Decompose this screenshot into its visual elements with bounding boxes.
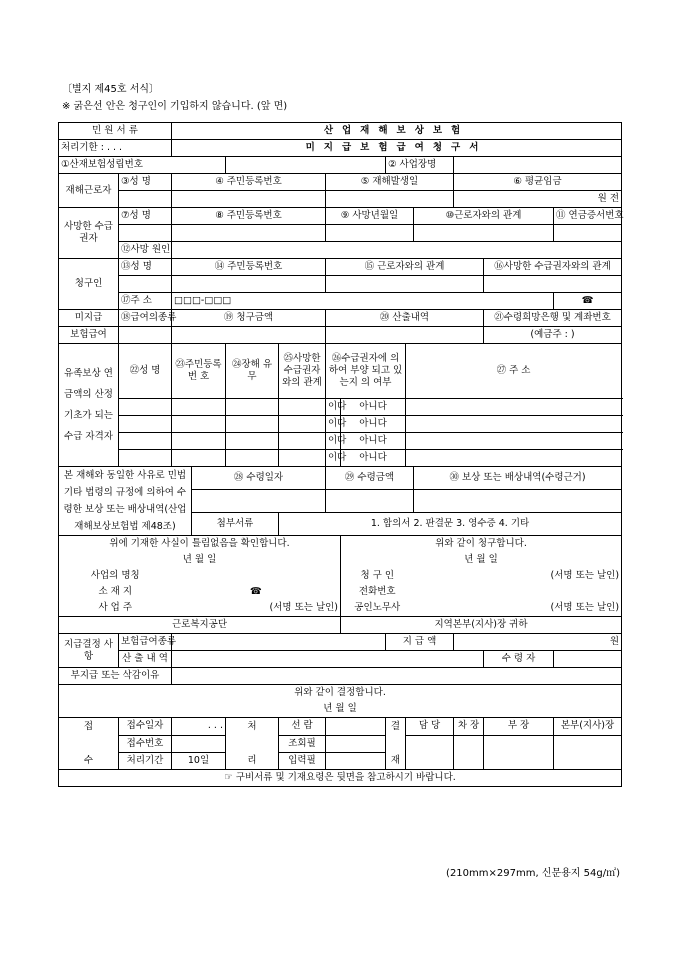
- survivor-rel-field[interactable]: [279, 433, 326, 450]
- deceased-label: 사망한 수급권자: [59, 208, 119, 259]
- receipt-no-field[interactable]: [172, 735, 226, 752]
- phone-field[interactable]: [414, 584, 622, 600]
- officer-label: 담 당: [406, 718, 454, 736]
- footer-note: ☞ 구비서류 및 기재요령은 뒷면을 참고하시기 바랍니다.: [59, 770, 622, 787]
- branch-addressee: 지역본부(지사)장 귀하: [341, 617, 622, 634]
- survivor-address-field[interactable]: [406, 450, 622, 467]
- approval-spacer: [386, 735, 406, 752]
- survivor-address-label: ㉗ 주 소: [406, 344, 622, 399]
- receipt-date-label: ㉘ 수령일자: [192, 467, 326, 490]
- survivor-name-label: ㉒성 명: [119, 344, 172, 399]
- pay-amount-label: 지 급 액: [386, 634, 454, 651]
- calc-detail-field[interactable]: [326, 327, 484, 344]
- claimant-address-field[interactable]: [172, 293, 554, 310]
- phone-icon: ☎: [554, 293, 622, 310]
- disabled-label: ㉔장해 유무: [226, 344, 279, 399]
- victim-name-field[interactable]: [119, 191, 172, 208]
- claimant-address-label: ⑰주 소: [119, 293, 172, 310]
- unpaid-label-1: 미지급: [59, 310, 119, 327]
- unpaid-label-2: 보험급여: [59, 327, 119, 344]
- receipt-jeop: 접: [59, 718, 119, 736]
- owner-sign[interactable]: (서명 또는 날인): [172, 600, 341, 617]
- survivor-name-field[interactable]: [119, 433, 172, 450]
- receipt-date-label: 접수일자: [119, 718, 172, 736]
- survivor-name-field[interactable]: [119, 450, 172, 467]
- deadline: 처리기한 : . . .: [59, 140, 172, 157]
- head-label: 부 장: [484, 718, 554, 736]
- claimant-rrn-field[interactable]: [172, 276, 326, 293]
- biz-name-field[interactable]: [172, 568, 341, 584]
- rel-worker-field[interactable]: [326, 276, 484, 293]
- survivor-rel-field[interactable]: [279, 450, 326, 467]
- claim-amount-field[interactable]: [172, 327, 326, 344]
- deceased-rrn-field[interactable]: [172, 225, 326, 242]
- receipt-date-field[interactable]: [192, 490, 326, 513]
- receipt-amount-field[interactable]: [326, 490, 414, 513]
- decision-benefit-label: 보험급여종류: [119, 634, 172, 651]
- confirm-date[interactable]: 년 월 일: [59, 552, 341, 568]
- postcode-boxes: □□□-□□□: [174, 295, 232, 306]
- victim-name-label: ③성 명: [119, 174, 172, 191]
- deceased-rrn-label: ⑧ 주민등록번호: [172, 208, 326, 225]
- approval-jae: 재: [386, 752, 406, 770]
- attorney-sign[interactable]: (서명 또는 날인): [414, 600, 622, 617]
- phone-label: 전화번호: [341, 584, 414, 600]
- checked-field[interactable]: [326, 735, 386, 752]
- injury-date-field[interactable]: [326, 191, 454, 208]
- process-ri: 리: [226, 752, 279, 770]
- claimant-sign[interactable]: (서명 또는 날인): [414, 568, 622, 584]
- attorney-label: 공인노무사: [341, 600, 414, 617]
- other-comp-label: 본 재해와 동일한 사유로 민법 기타 법령의 규정에 의하여 수령한 보상 또는 배상내역(산업재해보상보험법 제48조): [59, 467, 192, 536]
- deputy-sign[interactable]: [454, 735, 484, 770]
- survivor-address-field[interactable]: [406, 399, 622, 416]
- viewed-label: 선 람: [279, 718, 326, 736]
- survivor-rrn-field[interactable]: [172, 416, 226, 433]
- survivor-rrn-field[interactable]: [172, 433, 226, 450]
- dependent-no[interactable]: 아니다: [341, 450, 406, 467]
- survivor-rel-label: ㉕사망한 수급권자 와의 관계: [279, 344, 326, 399]
- claim-title: 위와 같이 청구합니다.: [341, 536, 622, 553]
- paper-spec: (210mm×297mm, 신문용지 54g/㎡): [446, 868, 620, 879]
- decision-label: 지급결정 사항: [59, 634, 119, 668]
- comp-detail-field[interactable]: [414, 490, 622, 513]
- victim-label: 재해근로자: [59, 174, 119, 208]
- claimant-label: 청구인: [59, 259, 119, 310]
- injury-date-label: ⑤ 재해발생일: [326, 174, 454, 191]
- deceased-name-label: ⑦성 명: [119, 208, 172, 225]
- death-date-field[interactable]: [326, 225, 414, 242]
- approval-gyeol: 결: [386, 718, 406, 736]
- deceased-relation-field[interactable]: [414, 225, 554, 242]
- receipt-amount-label: ㉙ 수령금액: [326, 467, 414, 490]
- workplace-name-label: ② 사업장명: [386, 157, 454, 174]
- confirm-title: 위에 기재한 사실이 틀림없음을 확인합니다.: [59, 536, 341, 553]
- decision-calc-label: 산 출 내 역: [119, 651, 172, 668]
- biz-name-label: 사업의 명칭: [59, 568, 172, 584]
- deceased-name-field[interactable]: [119, 225, 172, 242]
- victim-rrn-field[interactable]: [172, 191, 326, 208]
- survivor-address-field[interactable]: [406, 416, 622, 433]
- claimant-name-field[interactable]: [119, 276, 172, 293]
- benefit-type-field[interactable]: [119, 327, 172, 344]
- victim-rrn-label: ④ 주민등록번호: [172, 174, 326, 191]
- benefit-type-label: ⑱급여의종류: [119, 310, 172, 327]
- officer-sign[interactable]: [406, 735, 454, 770]
- checked-label: 조회필: [279, 735, 326, 752]
- dependent-yes[interactable]: 이다: [326, 433, 341, 450]
- death-cause-label: ⑫사망 원인: [119, 242, 172, 259]
- entered-label: 입력필: [279, 752, 326, 770]
- form-title-1: 산업재해보상보험: [172, 123, 622, 140]
- form-title-2: 미지급보험급여청구서: [172, 140, 622, 157]
- attach-docs: 1. 합의서 2. 판결문 3. 영수증 4. 기타: [279, 513, 622, 536]
- claimant-name-label: ⑬성 명: [119, 259, 172, 276]
- survivor-name-field[interactable]: [119, 399, 172, 416]
- dependent-yes[interactable]: 이다: [326, 416, 341, 433]
- disabled-field[interactable]: [226, 450, 279, 467]
- disabled-field[interactable]: [226, 433, 279, 450]
- avg-wage-field[interactable]: 원 전: [454, 191, 622, 208]
- dependent-yes[interactable]: 이다: [326, 399, 341, 416]
- dependent-no[interactable]: 아니다: [341, 399, 406, 416]
- account-holder-field[interactable]: (예금주 : ): [484, 327, 622, 344]
- claim-amount-label: ⑲ 청구금액: [172, 310, 326, 327]
- decision-calc-field[interactable]: [172, 651, 484, 668]
- dependent-label: ㉖수급권자에 의하여 부양 되고 있는지 의 여부: [326, 344, 406, 399]
- dependent-no[interactable]: 아니다: [341, 433, 406, 450]
- insurance-no-label: ①산재보험성립번호: [59, 157, 226, 174]
- period-label: 처리기간: [119, 752, 172, 770]
- entered-field[interactable]: [326, 752, 386, 770]
- head-sign[interactable]: [484, 735, 554, 770]
- claim-form: [58, 122, 622, 787]
- pension-no-label: ⑪ 연금증서번호: [554, 208, 622, 225]
- pension-no-field[interactable]: [554, 225, 622, 242]
- survivor-name-field[interactable]: [119, 416, 172, 433]
- petition-type: 민 원 서 류: [59, 123, 172, 140]
- attach-label: 첨부서류: [192, 513, 279, 536]
- survivor-rel-field[interactable]: [279, 416, 326, 433]
- death-date-label: ⑨ 사망년월일: [326, 208, 414, 225]
- director-label: 본부(지사)장: [554, 718, 622, 736]
- rel-deceased-field[interactable]: [484, 276, 622, 293]
- pay-amount-field[interactable]: 원: [454, 634, 622, 651]
- deceased-relation-label: ⑩근로자와의 관계: [414, 208, 554, 225]
- rel-worker-label: ⑮ 근로자와의 관계: [326, 259, 484, 276]
- comp-detail-label: ㉚ 보상 또는 배상내역(수령근거): [414, 467, 622, 490]
- decision-date[interactable]: 년 월 일: [59, 701, 622, 718]
- receipt-no-label: 접수번호: [119, 735, 172, 752]
- viewed-field[interactable]: [326, 718, 386, 736]
- decision-benefit-field[interactable]: [172, 634, 386, 651]
- rel-deceased-label: ⑯사망한 수급권자와의 관계: [484, 259, 622, 276]
- dependent-yes[interactable]: 이다: [326, 450, 341, 467]
- avg-wage-label: ⑥ 평균임금: [454, 174, 622, 191]
- location-label: 소 재 지: [59, 584, 172, 600]
- agency-name: 근로복지공단: [59, 617, 341, 634]
- claimant-sign-label: 청 구 인: [341, 568, 414, 584]
- recipient-label: 수 령 자: [484, 651, 554, 668]
- survivor-rrn-field[interactable]: [172, 399, 226, 416]
- survivor-rrn-field[interactable]: [172, 450, 226, 467]
- claim-date[interactable]: 년 월 일: [341, 552, 622, 568]
- survivor-label: 유족보상 연금액의 산정기초가 되는수급 자격자: [59, 344, 119, 467]
- disabled-field[interactable]: [226, 416, 279, 433]
- survivor-rrn-label: ㉓주민등록 번 호: [172, 344, 226, 399]
- decision-statement: 위와 같이 결정합니다.: [59, 685, 622, 702]
- bank-account-label: ㉑수령희망은행 및 계좌번호: [484, 310, 622, 327]
- claimant-rrn-label: ⑭ 주민등록번호: [172, 259, 326, 276]
- denial-reason-field[interactable]: [172, 668, 622, 685]
- insurance-no-field[interactable]: [226, 157, 386, 174]
- workplace-name-field[interactable]: [454, 157, 622, 174]
- director-sign[interactable]: [554, 735, 622, 770]
- process-spacer: [226, 735, 279, 752]
- period-field: 10일: [172, 752, 226, 770]
- recipient-field[interactable]: [554, 651, 622, 668]
- note-text: ※ 굵은선 안은 청구인이 기입하지 않습니다. (앞 면): [62, 101, 288, 112]
- calc-detail-label: ⑳ 산출내역: [326, 310, 484, 327]
- owner-label: 사 업 주: [59, 600, 172, 617]
- receipt-spacer: [59, 735, 119, 752]
- deputy-label: 차 장: [454, 718, 484, 736]
- receipt-date-field[interactable]: . . .: [172, 718, 226, 736]
- location-phone-icon: ☎: [172, 584, 341, 600]
- disabled-field[interactable]: [226, 399, 279, 416]
- dependent-no[interactable]: 아니다: [341, 416, 406, 433]
- denial-reason-label: 부지급 또는 삭감이유: [59, 668, 172, 685]
- survivor-rel-field[interactable]: [279, 399, 326, 416]
- survivor-address-field[interactable]: [406, 433, 622, 450]
- process-cheo: 처: [226, 718, 279, 736]
- attachment-label: 〔별지 제45호 서식〕: [62, 84, 160, 95]
- receipt-su: 수: [59, 752, 119, 770]
- death-cause-field[interactable]: [172, 242, 622, 259]
